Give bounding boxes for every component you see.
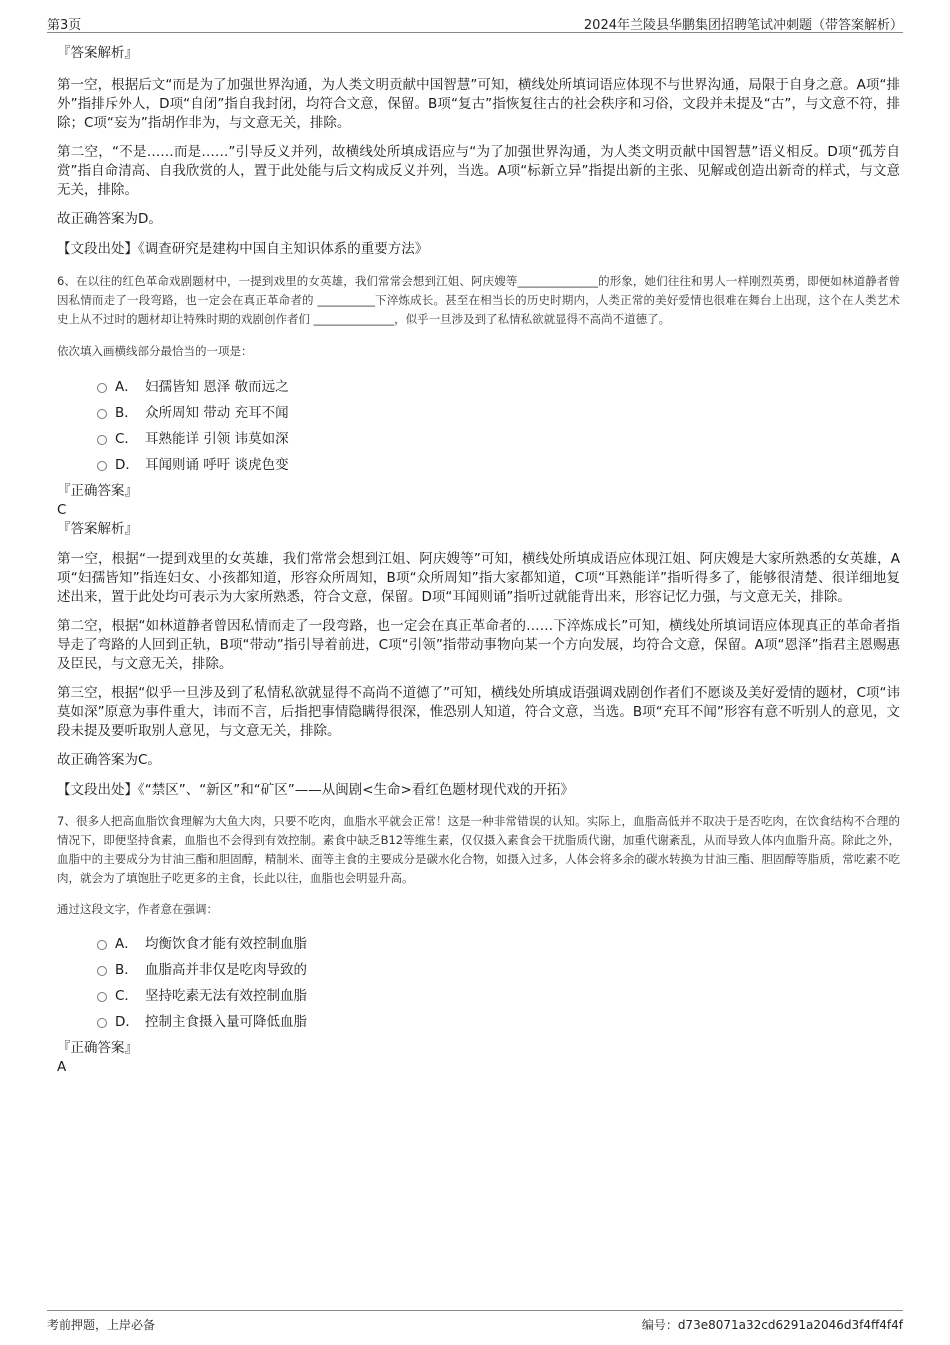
radio-icon[interactable] xyxy=(97,435,107,445)
q7-option-c[interactable] xyxy=(57,983,900,1009)
option-text: 耳熟能详 引领 讳莫如深 xyxy=(145,431,289,447)
q5-conclusion: 故正确答案为D。 xyxy=(57,211,162,227)
q6-stem: 6、在以往的红色革命戏剧题材中，一提到戏里的女英雄，我们常常会想到江姐、阿庆嫂等______________的形象，她们往往和男人一样刚烈英勇，即便如林道静者曾因私情而走了一段弯路，也一定会在真正革命者的 __________下淬炼成长。甚至在相当长的历史时期内，人类正常的美好爱情也很难在舞台上出现，这个在人类艺术史上从不过时的题材却让特殊时期的戏剧创作者们 ______________，似乎一旦涉及到了私情私欲就显得不高尚不道德了。 xyxy=(57,274,900,326)
q6-option-d[interactable] xyxy=(57,452,900,478)
option-text: 妇孺皆知 恩泽 敬而远之 xyxy=(145,379,289,395)
page-number: 第3页 xyxy=(47,18,82,33)
radio-icon[interactable] xyxy=(97,383,107,393)
option-text: 众所周知 带动 充耳不闻 xyxy=(145,405,289,421)
q6-conclusion: 故正确答案为C。 xyxy=(57,752,161,768)
q7-answer-label: 『正确答案』 xyxy=(57,1040,138,1056)
option-letter: B． xyxy=(115,405,138,421)
q7-answer: A xyxy=(57,1059,67,1075)
q6-options xyxy=(57,374,900,478)
page-header xyxy=(47,12,903,33)
option-letter: C． xyxy=(115,431,138,447)
q6-option-c[interactable] xyxy=(57,426,900,452)
q6-prompt: 依次填入画横线部分最恰当的一项是： xyxy=(57,344,253,358)
q5-source: 【文段出处】《调查研究是建构中国自主知识体系的重要方法》 xyxy=(57,241,429,257)
option-letter: C． xyxy=(115,988,138,1004)
q6-source: 【文段出处】《“禁区”、“新区”和“矿区”——从闽剧<生命>看红色题材现代戏的开拓》 xyxy=(57,782,574,798)
q6-analysis-label: 『答案解析』 xyxy=(57,521,138,537)
q7-option-a[interactable] xyxy=(57,931,900,957)
page-footer xyxy=(47,1310,903,1333)
option-text: 控制主食摄入量可降低血脂 xyxy=(145,1014,307,1030)
q5-analysis-para2: 第二空，“不是……而是……”引导反义并列，故横线处所填成语应与“为了加强世界沟通，为人类文明贡献中国智慧”语义相反。D项“孤芳自赏”指自命清高、自我欣赏的人，置于此处能与后文构成反义并列，当选。A项“标新立异”指提出新的主张、见解或创造出新奇的样式，与文意无关，排除。 xyxy=(57,144,900,198)
q6-answer: C xyxy=(57,502,67,518)
q6-option-b[interactable] xyxy=(57,400,900,426)
radio-icon[interactable] xyxy=(97,940,107,950)
q6-analysis-para3: 第三空，根据“似乎一旦涉及到了私情私欲就显得不高尚不道德了”可知，横线处所填成语强调戏剧创作者们不愿谈及美好爱情的题材，C项“讳莫如深”原意为事件重大，讳而不言，后指把事情隐瞒得很深，惟恐别人知道，符合文意，当选。B项“充耳不闻”形容有意不听别人的意见，文段未提及要听取别人意见，与文意无关，排除。 xyxy=(57,685,900,739)
radio-icon[interactable] xyxy=(97,1018,107,1028)
q5-analysis-para1: 第一空，根据后文“而是为了加强世界沟通，为人类文明贡献中国智慧”可知，横线处所填词语应体现不与世界沟通，局限于自身之意。A项“排外”指排斥外人，D项“自闭”指自我封闭，均符合文意，保留。B项“复古”指恢复往古的社会秩序和习俗，文段并未提及“古”，与文意不符，排除；C项“妄为”指胡作非为，与文意无关，排除。 xyxy=(57,77,900,131)
q7-stem: 7、很多人把高血脂饮食理解为大鱼大肉，只要不吃肉，血脂水平就会正常！这是一种非常错误的认知。实际上，血脂高低并不取决于是否吃肉，在饮食结构不合理的情况下，即便坚持食素，血脂也不会得到有效控制。素食中缺乏B12等维生素，仅仅摄入素食会干扰脂质代谢，加重代谢紊乱，从而导致人体内血脂升高。除此之外，血脂中的主要成分为甘油三酯和胆固醇，精制米、面等主食的主要成分是碳水化合物，如摄入过多，人体会将多余的碳水转换为甘油三酯、胆固醇等脂质，常吃素不吃肉，就会为了填饱肚子吃更多的主食，长此以往，血脂也会明显升高。 xyxy=(57,814,900,885)
option-text: 耳闻则诵 呼吁 谈虎色变 xyxy=(145,457,289,473)
q5-analysis-label: 『答案解析』 xyxy=(57,45,138,61)
page-content xyxy=(57,44,900,1077)
radio-icon[interactable] xyxy=(97,409,107,419)
q6-answer-label: 『正确答案』 xyxy=(57,483,138,499)
option-letter: B． xyxy=(115,962,138,978)
q6-option-a[interactable] xyxy=(57,374,900,400)
q6-analysis-para1: 第一空，根据“一提到戏里的女英雄，我们常常会想到江姐、阿庆嫂等”可知，横线处所填成语应体现江姐、阿庆嫂是大家所熟悉的女英雄，A项“妇孺皆知”指连妇女、小孩都知道，形容众所周知，B项“众所周知”指大家都知道，C项“耳熟能详”指听得多了，能够很清楚、很详细地复述出来，置于此处均可表示为大家所熟悉，符合文意，保留。D项“耳闻则诵”指听过就能背出来，形容记忆力强，与文意无关，排除。 xyxy=(57,551,900,605)
option-text: 血脂高并非仅是吃肉导致的 xyxy=(145,962,307,978)
q7-prompt: 通过这段文字，作者意在强调： xyxy=(57,902,218,916)
document-code: 编号：d73e8071a32cd6291a2046d3f4ff4f4f xyxy=(641,1318,903,1332)
option-letter: A． xyxy=(115,379,138,395)
option-letter: D． xyxy=(115,457,139,473)
footer-slogan: 考前押题，上岸必备 xyxy=(47,1318,156,1332)
q6-analysis-para2: 第二空，根据“如林道静者曾因私情而走了一段弯路，也一定会在真正革命者的……下淬炼成长”可知，横线处所填词语应体现真正的革命者指导走了弯路的人回到正轨，B项“带动”指引导着前进，C项“引领”指带动事物向某一个方向发展，均符合文意，保留。A项“恩泽”指君主恩赐惠及臣民，与文意无关，排除。 xyxy=(57,618,900,672)
radio-icon[interactable] xyxy=(97,461,107,471)
radio-icon[interactable] xyxy=(97,992,107,1002)
q7-option-d[interactable] xyxy=(57,1009,900,1035)
q7-option-b[interactable] xyxy=(57,957,900,983)
option-letter: A． xyxy=(115,936,138,952)
option-letter: D． xyxy=(115,1014,139,1030)
radio-icon[interactable] xyxy=(97,966,107,976)
option-text: 均衡饮食才能有效控制血脂 xyxy=(145,936,307,952)
option-text: 坚持吃素无法有效控制血脂 xyxy=(145,988,307,1004)
document-title: 2024年兰陵县华鹏集团招聘笔试冲刺题（带答案解析） xyxy=(583,18,903,33)
q7-options xyxy=(57,931,900,1035)
